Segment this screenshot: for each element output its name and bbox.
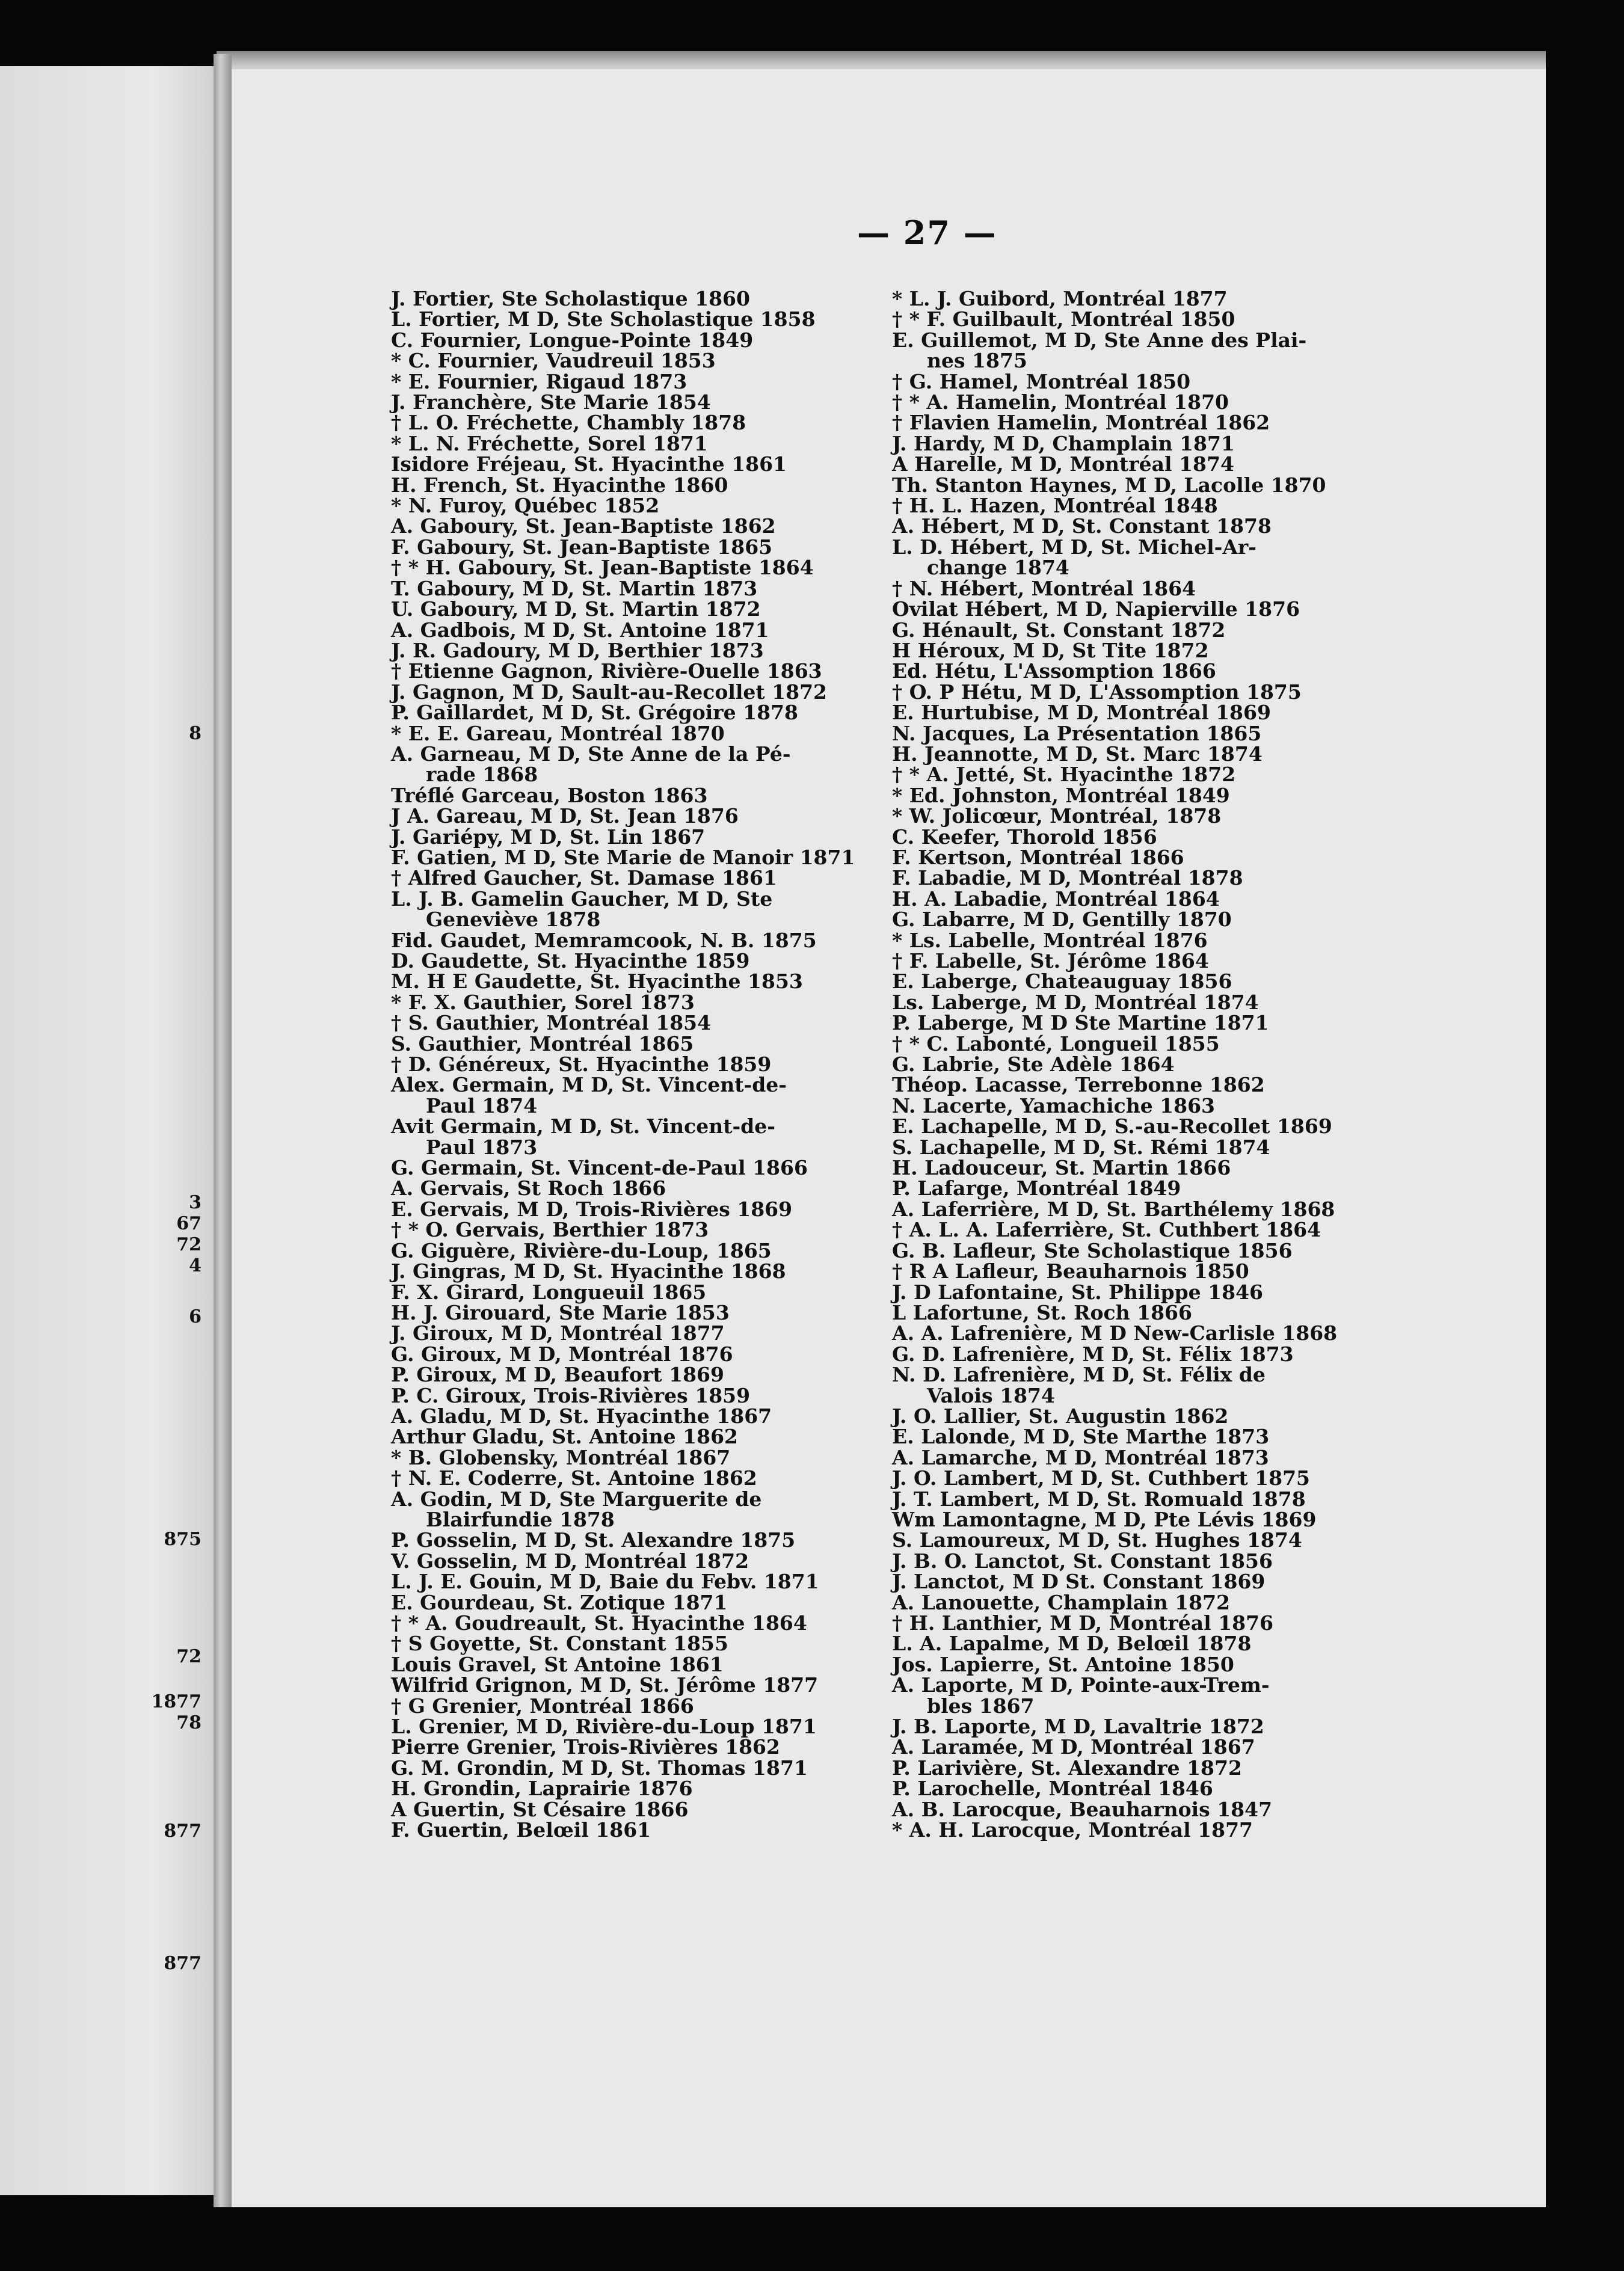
directory-entry-continuation: change 1874 — [927, 556, 1069, 580]
directory-entry: Isidore Fréjeau, St. Hyacinthe 1861 — [391, 452, 787, 476]
left-page-fragment: 67 — [176, 1213, 201, 1234]
directory-entry: E. Gourdeau, St. Zotique 1871 — [391, 1590, 728, 1614]
directory-entry: L. Fortier, M D, Ste Scholastique 1858 — [391, 307, 816, 331]
directory-entry: A Guertin, St Césaire 1866 — [391, 1797, 689, 1821]
directory-entry: E. Lalonde, M D, Ste Marthe 1873 — [892, 1425, 1270, 1449]
directory-entry: * Ls. Labelle, Montréal 1876 — [892, 928, 1208, 952]
directory-entry-continuation: Valois 1874 — [927, 1383, 1055, 1407]
directory-entry: P. C. Giroux, Trois-Rivières 1859 — [391, 1383, 751, 1407]
directory-entry: J. Gingras, M D, St. Hyacinthe 1868 — [391, 1259, 786, 1283]
directory-entry: N. Jacques, La Présentation 1865 — [892, 721, 1262, 745]
directory-entry: † * F. Guilbault, Montréal 1850 — [892, 307, 1235, 331]
directory-entry: N. Lacerte, Yamachiche 1863 — [892, 1093, 1216, 1117]
directory-entry-continuation: Blairfundie 1878 — [426, 1507, 615, 1531]
directory-entry-continuation: rade 1868 — [426, 763, 538, 787]
directory-entry: A. Gaboury, St. Jean-Baptiste 1862 — [391, 514, 776, 538]
left-page-fragment: 1877 — [151, 1691, 201, 1712]
left-page-fragment: 72 — [176, 1234, 201, 1255]
directory-entry: † Flavien Hamelin, Montréal 1862 — [892, 411, 1270, 435]
directory-entry: A. Laferrière, M D, St. Barthélemy 1868 — [892, 1197, 1335, 1221]
directory-entry: G. Labrie, Ste Adèle 1864 — [892, 1053, 1175, 1077]
directory-entry: P. Larochelle, Montréal 1846 — [892, 1777, 1213, 1801]
directory-entry: Th. Stanton Haynes, M D, Lacolle 1870 — [892, 473, 1326, 497]
directory-entry: † D. Généreux, St. Hyacinthe 1859 — [391, 1053, 772, 1077]
directory-entry: † F. Labelle, St. Jérôme 1864 — [892, 949, 1209, 973]
directory-entry: Arthur Gladu, St. Antoine 1862 — [391, 1425, 739, 1449]
directory-entry: L. D. Hébert, M D, St. Michel-Ar- — [892, 535, 1257, 559]
directory-entry: F. Labadie, M D, Montréal 1878 — [892, 866, 1243, 890]
directory-entry: J. T. Lambert, M D, St. Romuald 1878 — [892, 1487, 1306, 1511]
directory-entry: † * A. Hamelin, Montréal 1870 — [892, 390, 1229, 414]
directory-entry: J. Hardy, M D, Champlain 1871 — [892, 431, 1235, 455]
directory-entry: Louis Gravel, St Antoine 1861 — [391, 1652, 724, 1676]
directory-entry: G. B. Lafleur, Ste Scholastique 1856 — [892, 1238, 1293, 1262]
directory-entry: † * H. Gaboury, St. Jean-Baptiste 1864 — [391, 556, 814, 580]
directory-entry: G. Hénault, St. Constant 1872 — [892, 618, 1226, 642]
directory-entry: * Ed. Johnston, Montréal 1849 — [892, 783, 1230, 807]
book-gutter — [214, 54, 232, 2207]
directory-entry: J. D Lafontaine, St. Philippe 1846 — [892, 1280, 1263, 1304]
directory-entry: A. Godin, M D, Ste Marguerite de — [391, 1487, 762, 1511]
left-page-fragment: 4 — [189, 1255, 201, 1276]
directory-entry: * N. Furoy, Québec 1852 — [391, 494, 660, 518]
directory-entry: A. Lamarche, M D, Montréal 1873 — [892, 1445, 1269, 1469]
page-number: — 27 — — [857, 214, 997, 252]
directory-entry: J. Franchère, Ste Marie 1854 — [391, 390, 711, 414]
directory-entry: L. J. E. Gouin, M D, Baie du Febv. 1871 — [391, 1570, 819, 1594]
directory-entry: J. O. Lambert, M D, St. Cuthbert 1875 — [892, 1466, 1311, 1490]
directory-entry: Wm Lamontagne, M D, Pte Lévis 1869 — [892, 1507, 1317, 1531]
directory-entry: † H. Lanthier, M D, Montréal 1876 — [892, 1611, 1274, 1635]
directory-entry: E. Gervais, M D, Trois-Rivières 1869 — [391, 1197, 793, 1221]
left-page-fragment: 877 — [164, 1953, 201, 1974]
directory-entry: J. Fortier, Ste Scholastique 1860 — [391, 287, 750, 310]
directory-entry-continuation: bles 1867 — [927, 1694, 1035, 1718]
directory-entry: H. Jeannotte, M D, St. Marc 1874 — [892, 742, 1263, 766]
directory-entry: Pierre Grenier, Trois-Rivières 1862 — [391, 1735, 780, 1759]
directory-entry: F. Guertin, Belœil 1861 — [391, 1818, 651, 1842]
directory-entry: J. Lanctot, M D St. Constant 1869 — [892, 1570, 1266, 1594]
directory-entry: E. Laberge, Chateauguay 1856 — [892, 970, 1232, 994]
directory-entry: Alex. Germain, M D, St. Vincent-de- — [391, 1073, 787, 1097]
directory-entry: Tréflé Garceau, Boston 1863 — [391, 783, 708, 807]
directory-entry: † G Grenier, Montréal 1866 — [391, 1694, 694, 1718]
directory-entry: A. B. Larocque, Beauharnois 1847 — [892, 1797, 1273, 1821]
directory-entry: E. Guillemot, M D, Ste Anne des Plai- — [892, 328, 1307, 352]
directory-entry-continuation: Paul 1874 — [426, 1093, 538, 1117]
directory-entry: S. Lamoureux, M D, St. Hughes 1874 — [892, 1528, 1302, 1552]
directory-entry: G. Germain, St. Vincent-de-Paul 1866 — [391, 1156, 808, 1180]
directory-entry: A Harelle, M D, Montréal 1874 — [892, 452, 1234, 476]
directory-entry: G. Giroux, M D, Montréal 1876 — [391, 1342, 733, 1366]
directory-entry: H. Grondin, Laprairie 1876 — [391, 1777, 693, 1801]
directory-entry: G. Labarre, M D, Gentilly 1870 — [892, 908, 1232, 932]
directory-entry: F. Gaboury, St. Jean-Baptiste 1865 — [391, 535, 773, 559]
directory-entry: F. Gatien, M D, Ste Marie de Manoir 1871 — [391, 845, 855, 869]
directory-entry: P. Lafarge, Montréal 1849 — [892, 1176, 1181, 1200]
directory-entry: † R A Lafleur, Beauharnois 1850 — [892, 1259, 1249, 1283]
directory-entry: † N. Hébert, Montréal 1864 — [892, 576, 1196, 600]
directory-entry: G. D. Lafrenière, M D, St. Félix 1873 — [892, 1342, 1294, 1366]
directory-entry: † G. Hamel, Montréal 1850 — [892, 369, 1191, 393]
directory-entry: E. Lachapelle, M D, S.-au-Recollet 1869 — [892, 1114, 1332, 1139]
directory-entry: P. Gosselin, M D, St. Alexandre 1875 — [391, 1528, 796, 1552]
directory-entry: † L. O. Fréchette, Chambly 1878 — [391, 411, 746, 435]
directory-entry: S. Lachapelle, M D, St. Rémi 1874 — [892, 1135, 1270, 1159]
directory-entry: M. H E Gaudette, St. Hyacinthe 1853 — [391, 970, 803, 994]
directory-entry: C. Fournier, Longue-Pointe 1849 — [391, 328, 754, 352]
directory-entry: J. B. O. Lanctot, St. Constant 1856 — [892, 1549, 1273, 1573]
directory-entry: * F. X. Gauthier, Sorel 1873 — [391, 990, 695, 1014]
directory-entry: A. Hébert, M D, St. Constant 1878 — [892, 514, 1272, 538]
directory-entry: † * O. Gervais, Berthier 1873 — [391, 1218, 709, 1242]
directory-entry: N. D. Lafrenière, M D, St. Félix de — [892, 1363, 1266, 1387]
directory-entry: D. Gaudette, St. Hyacinthe 1859 — [391, 949, 750, 973]
directory-entry: P. Gaillardet, M D, St. Grégoire 1878 — [391, 701, 798, 725]
directory-entry: † Etienne Gagnon, Rivière-Ouelle 1863 — [391, 659, 822, 683]
directory-entry: * E. Fournier, Rigaud 1873 — [391, 369, 687, 393]
directory-entry: S. Gauthier, Montréal 1865 — [391, 1031, 694, 1056]
directory-entry: L. A. Lapalme, M D, Belœil 1878 — [892, 1632, 1252, 1656]
directory-entry: G. Giguère, Rivière-du-Loup, 1865 — [391, 1238, 772, 1262]
directory-entry: † S. Gauthier, Montréal 1854 — [391, 1011, 712, 1035]
directory-entry: † H. L. Hazen, Montréal 1848 — [892, 494, 1218, 518]
left-page-fragment: 875 — [164, 1529, 201, 1550]
directory-entry: J. Giroux, M D, Montréal 1877 — [391, 1321, 725, 1345]
directory-entry: † * A. Jetté, St. Hyacinthe 1872 — [892, 763, 1236, 787]
directory-entry: A. Lanouette, Champlain 1872 — [892, 1590, 1231, 1614]
left-page-fragment: 72 — [176, 1646, 201, 1667]
left-column — [391, 289, 944, 1840]
directory-entry: † O. P Hétu, M D, L'Assomption 1875 — [892, 680, 1302, 704]
directory-entry: * W. Jolicœur, Montréal, 1878 — [892, 804, 1222, 828]
directory-entry: * C. Fournier, Vaudreuil 1853 — [391, 349, 716, 373]
directory-entry: G. M. Grondin, M D, St. Thomas 1871 — [391, 1756, 808, 1780]
directory-entry: A. Gervais, St Roch 1866 — [391, 1176, 666, 1200]
left-page-fragment: 6 — [189, 1306, 201, 1327]
directory-entry: H. Ladouceur, St. Martin 1866 — [892, 1156, 1231, 1180]
directory-entry: U. Gaboury, M D, St. Martin 1872 — [391, 597, 761, 621]
directory-entry: L. Grenier, M D, Rivière-du-Loup 1871 — [391, 1715, 817, 1739]
directory-entry: * B. Globensky, Montréal 1867 — [391, 1445, 731, 1469]
directory-entry: L Lafortune, St. Roch 1866 — [892, 1300, 1192, 1324]
directory-entry: A. Gladu, M D, St. Hyacinthe 1867 — [391, 1404, 772, 1428]
directory-entry: † Alfred Gaucher, St. Damase 1861 — [391, 866, 777, 890]
directory-entry: V. Gosselin, M D, Montréal 1872 — [391, 1549, 749, 1573]
left-page-fragment: 8 — [189, 723, 201, 744]
directory-entry: A. Laramée, M D, Montréal 1867 — [892, 1735, 1255, 1759]
directory-entry: T. Gaboury, M D, St. Martin 1873 — [391, 576, 758, 600]
directory-entry: A. A. Lafrenière, M D New-Carlisle 1868 — [892, 1321, 1338, 1345]
directory-entry: J. B. Laporte, M D, Lavaltrie 1872 — [892, 1715, 1264, 1739]
directory-entry: Jos. Lapierre, St. Antoine 1850 — [892, 1652, 1234, 1676]
directory-entry: P. Larivière, St. Alexandre 1872 — [892, 1756, 1242, 1780]
left-page-fragment: 78 — [176, 1712, 201, 1733]
directory-entry: * A. H. Larocque, Montréal 1877 — [892, 1818, 1253, 1842]
right-column — [892, 289, 1445, 1840]
directory-entry: A. Garneau, M D, Ste Anne de la Pé- — [391, 742, 791, 766]
directory-entry: † * C. Labonté, Longueil 1855 — [892, 1031, 1220, 1056]
directory-entry: C. Keefer, Thorold 1856 — [892, 825, 1157, 849]
directory-entry: A. Gadbois, M D, St. Antoine 1871 — [391, 618, 769, 642]
directory-entry: P. Laberge, M D Ste Martine 1871 — [892, 1011, 1269, 1035]
directory-entry: A. Laporte, M D, Pointe-aux-Trem- — [892, 1673, 1270, 1697]
directory-entry-continuation: Geneviève 1878 — [426, 908, 601, 932]
directory-entry: † N. E. Coderre, St. Antoine 1862 — [391, 1466, 757, 1490]
directory-entry: F. Kertson, Montréal 1866 — [892, 845, 1184, 869]
directory-entry: Fid. Gaudet, Memramcook, N. B. 1875 — [391, 928, 817, 952]
directory-entry: † * A. Goudreault, St. Hyacinthe 1864 — [391, 1611, 807, 1635]
directory-entry: * E. E. Gareau, Montréal 1870 — [391, 721, 725, 745]
directory-entry: P. Giroux, M D, Beaufort 1869 — [391, 1363, 724, 1387]
directory-entry: J. Gariépy, M D, St. Lin 1867 — [391, 825, 706, 849]
directory-entry: Ed. Hétu, L'Assomption 1866 — [892, 659, 1216, 683]
directory-entry: H. A. Labadie, Montréal 1864 — [892, 887, 1220, 911]
directory-entry: * L. J. Guibord, Montréal 1877 — [892, 287, 1228, 310]
directory-entry: J. Gagnon, M D, Sault-au-Recollet 1872 — [391, 680, 828, 704]
directory-entry: † S Goyette, St. Constant 1855 — [391, 1632, 728, 1656]
directory-entry: J. R. Gadoury, M D, Berthier 1873 — [391, 638, 764, 662]
directory-entry: H. J. Girouard, Ste Marie 1853 — [391, 1300, 730, 1324]
directory-entry: * L. N. Fréchette, Sorel 1871 — [391, 431, 708, 455]
directory-entry: F. X. Girard, Longueuil 1865 — [391, 1280, 707, 1304]
directory-entry: Wilfrid Grignon, M D, St. Jérôme 1877 — [391, 1673, 819, 1697]
left-page-edge — [0, 66, 220, 2195]
directory-entry-continuation: nes 1875 — [927, 349, 1027, 373]
directory-entry: L. J. B. Gamelin Gaucher, M D, Ste — [391, 887, 773, 911]
left-page-fragment: 3 — [189, 1192, 201, 1213]
directory-entry: † A. L. A. Laferrière, St. Cuthbert 1864 — [892, 1218, 1321, 1242]
directory-entry: H. French, St. Hyacinthe 1860 — [391, 473, 728, 497]
directory-entry: E. Hurtubise, M D, Montréal 1869 — [892, 701, 1271, 725]
directory-entry: Ovilat Hébert, M D, Napierville 1876 — [892, 597, 1300, 621]
directory-entry: J. O. Lallier, St. Augustin 1862 — [892, 1404, 1229, 1428]
directory-entry: J A. Gareau, M D, St. Jean 1876 — [391, 804, 739, 828]
directory-entry: H Héroux, M D, St Tite 1872 — [892, 638, 1209, 662]
directory-entry-continuation: Paul 1873 — [426, 1135, 538, 1159]
left-page-fragment: 877 — [164, 1821, 201, 1842]
directory-entry: Ls. Laberge, M D, Montréal 1874 — [892, 990, 1259, 1014]
directory-entry: Avit Germain, M D, St. Vincent-de- — [391, 1114, 775, 1139]
directory-entry: Théop. Lacasse, Terrebonne 1862 — [892, 1073, 1265, 1097]
